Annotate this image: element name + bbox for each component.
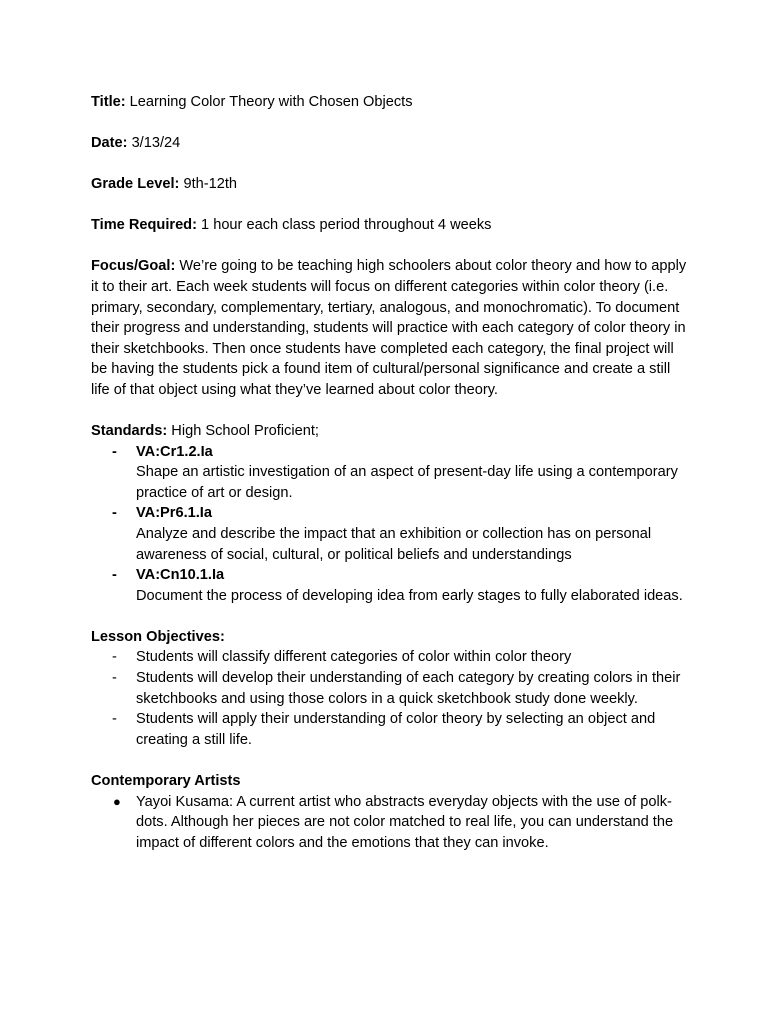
- bullet-icon: ●: [113, 793, 121, 809]
- standard-description: Analyze and describe the impact that an exhibition or collection has on personal awareness of social, cultural, or political beliefs and understandings: [136, 526, 652, 563]
- time-required-field: [91, 215, 691, 236]
- standard-item: [91, 565, 691, 606]
- lesson-objectives-heading: Lesson Objectives:: [91, 628, 225, 645]
- dash-marker: -: [112, 670, 117, 687]
- dash-marker: -: [112, 567, 117, 584]
- standards-section: [91, 421, 691, 606]
- title-value: Learning Color Theory with Chosen Objects: [129, 94, 413, 110]
- standard-code: VA:Cr1.2.Ia: [136, 443, 213, 460]
- objective-text: Students will classify different categories of color within color theory: [136, 649, 572, 666]
- standard-item: [91, 442, 691, 504]
- standards-list: [91, 442, 691, 607]
- date-value: 3/13/24: [131, 135, 181, 152]
- lesson-objectives-section: [91, 627, 691, 751]
- standard-description: Shape an artistic investigation of an aspect of present-day life using a contemporary practice of art or design.: [136, 464, 678, 501]
- standard-description: Document the process of developing idea from early stages to fully elaborated ideas.: [136, 587, 683, 604]
- objective-item: [91, 668, 691, 709]
- time-required-value: 1 hour each class period throughout 4 weeks: [201, 217, 492, 234]
- lesson-plan: [91, 92, 691, 874]
- standards-value: High School Proficient;: [171, 423, 319, 440]
- date-field: [91, 133, 691, 154]
- artist-item: [91, 792, 691, 854]
- objective-text: Students will apply their understanding of color theory by selecting an object and creating a still life.: [136, 711, 656, 748]
- contemporary-artists-list: [91, 792, 691, 854]
- title-label: Title:: [91, 94, 126, 110]
- objective-item: [91, 647, 691, 668]
- objective-text: Students will develop their understanding of each category by creating colors in their sketchbooks and using those colors in a quick sketchbook study done weekly.: [136, 670, 681, 707]
- focus-goal-value: We’re going to be teaching high schoolers about color theory and how to apply it to their art. Each week students will focus on different categories within color theory (i.e. primary, secondary, complementary, tertiary, analogous, and monochromatic). To document their progress and understanding, students will practice with each category of color theory in their sketchbooks. Then once students have completed each category, the final project will be having the students pick a found item of cultural/personal significance and create a still life of that object using what they’ve learned about color theory.: [91, 258, 687, 398]
- dash-marker: -: [112, 505, 117, 522]
- standards-label: Standards:: [91, 423, 168, 440]
- grade-level-field: [91, 174, 691, 195]
- objective-item: [91, 709, 691, 750]
- artist-text: Yayoi Kusama: A current artist who abstracts everyday objects with the use of polk-dots. Although her pieces are not color matched to real life, you can understand the impact of different colors and the emotions that they can invoke.: [136, 793, 674, 851]
- focus-goal-field: [91, 256, 691, 400]
- grade-level-label: Grade Level:: [91, 176, 180, 193]
- standard-code: VA:Pr6.1.Ia: [136, 505, 212, 522]
- standards-heading: [91, 421, 691, 442]
- contemporary-artists-section: [91, 771, 691, 853]
- grade-level-value: 9th-12th: [183, 176, 238, 193]
- standard-code: VA:Cn10.1.Ia: [136, 567, 225, 584]
- focus-goal-label: Focus/Goal:: [91, 258, 176, 275]
- dash-marker: -: [112, 649, 117, 666]
- time-required-label: Time Required:: [91, 217, 197, 234]
- dash-marker: -: [112, 443, 117, 460]
- lesson-objectives-list: [91, 647, 691, 750]
- standard-item: [91, 503, 691, 565]
- date-label: Date:: [91, 135, 128, 152]
- title-field: [91, 92, 691, 113]
- dash-marker: -: [112, 711, 117, 728]
- contemporary-artists-heading: Contemporary Artists: [91, 772, 241, 789]
